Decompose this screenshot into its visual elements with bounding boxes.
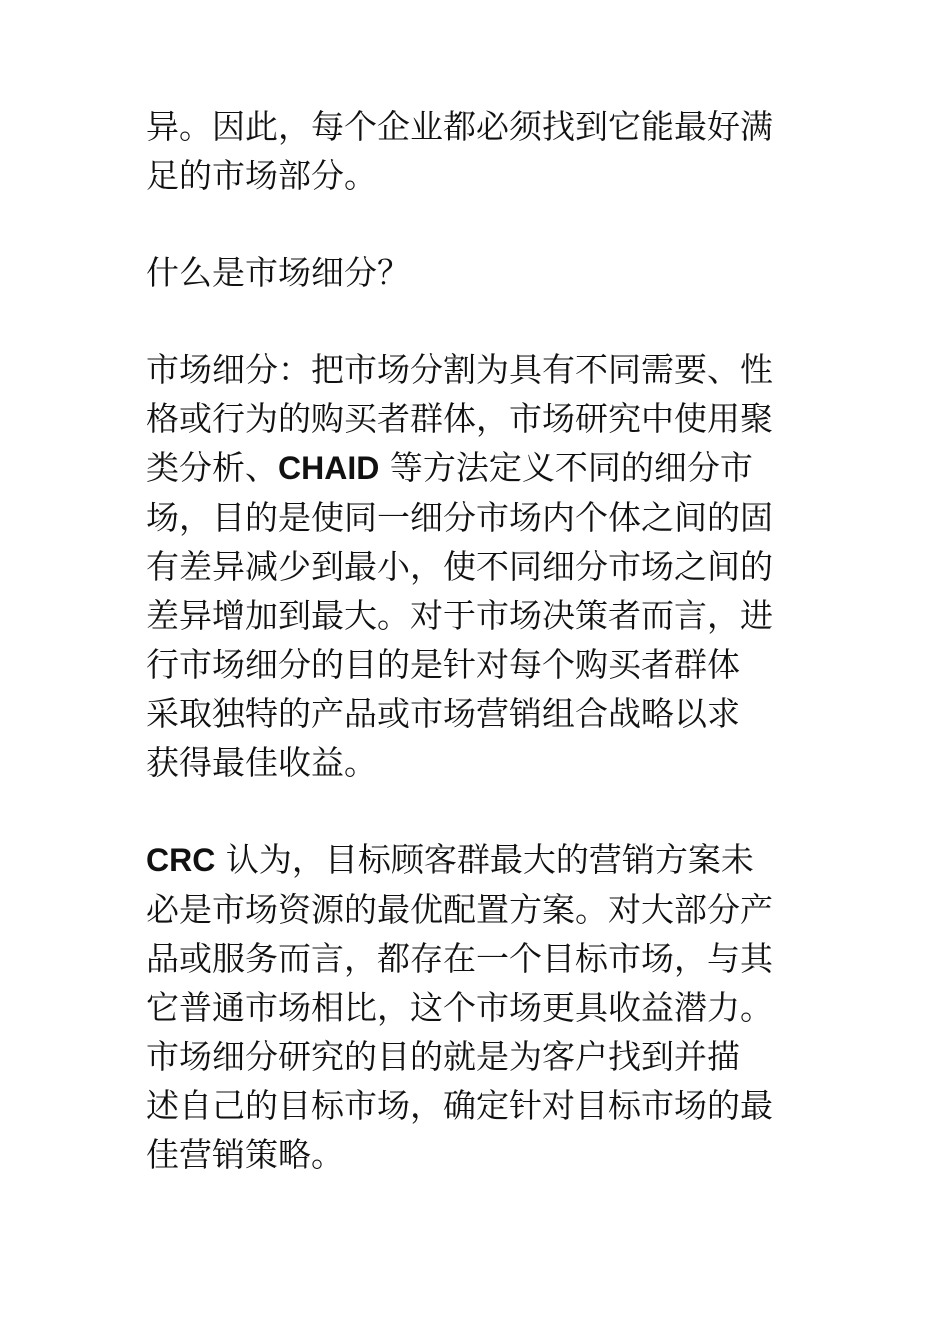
text-line: 市场细分：把市场分割为具有不同需要、性 bbox=[146, 350, 773, 389]
text-line: 它普通市场相比，这个市场更具收益潜力。 bbox=[146, 988, 773, 1027]
text-line: 场，目的是使同一细分市场内个体之间的固 bbox=[146, 498, 773, 537]
text-line: 获得最佳收益。 bbox=[146, 743, 377, 782]
text-line bbox=[146, 835, 816, 885]
heading-text: 什么是市场细分？ bbox=[146, 253, 410, 292]
text-line: 市场细分研究的目的就是为客户找到并描 bbox=[146, 1037, 740, 1076]
intro-paragraph bbox=[146, 102, 816, 200]
text-segment: 类分析、 bbox=[146, 448, 278, 487]
text-line: 品或服务而言，都存在一个目标市场，与其 bbox=[146, 939, 773, 978]
text-line: 述自己的目标市场，确定针对目标市场的最 bbox=[146, 1086, 773, 1125]
text-line: 足的市场部分。 bbox=[146, 156, 377, 195]
definition-paragraph bbox=[146, 345, 816, 787]
text-line bbox=[146, 443, 816, 493]
text-line: 格或行为的购买者群体，市场研究中使用聚 bbox=[146, 399, 773, 438]
text-segment: 等方法定义不同的细分市 bbox=[379, 448, 753, 487]
text-line: 异。因此，每个企业都必须找到它能最好满 bbox=[146, 107, 773, 146]
crc-term: CRC bbox=[146, 842, 216, 878]
chaid-term: CHAID bbox=[278, 450, 380, 486]
text-line: 采取独特的产品或市场营销组合战略以求 bbox=[146, 694, 740, 733]
section-heading bbox=[146, 248, 816, 297]
text-line: 必是市场资源的最优配置方案。对大部分产 bbox=[146, 890, 773, 929]
text-line: 有差异减少到最小，使不同细分市场之间的 bbox=[146, 547, 773, 586]
crc-paragraph bbox=[146, 835, 816, 1179]
document-page bbox=[146, 102, 816, 1227]
text-line: 行市场细分的目的是针对每个购买者群体 bbox=[146, 645, 740, 684]
text-segment: 认为，目标顾客群最大的营销方案未 bbox=[215, 840, 754, 879]
text-line: 佳营销策略。 bbox=[146, 1135, 344, 1174]
text-line: 差异增加到最大。对于市场决策者而言，进 bbox=[146, 596, 773, 635]
